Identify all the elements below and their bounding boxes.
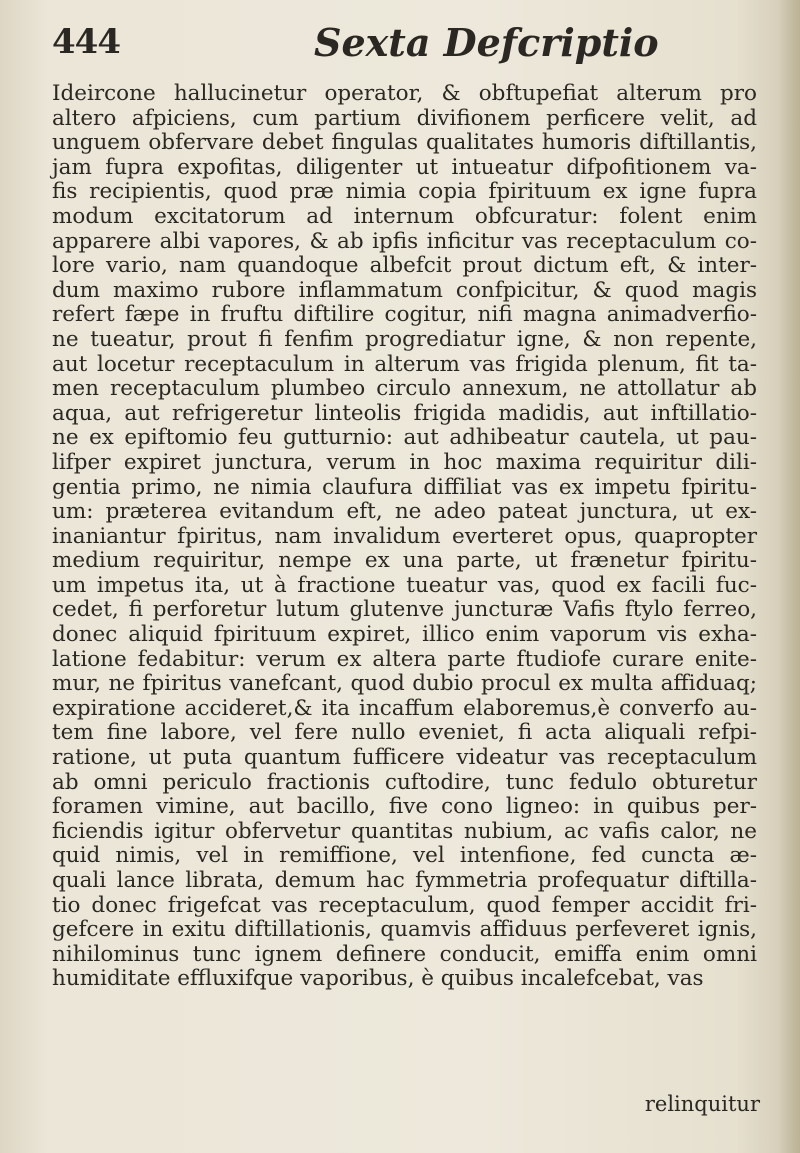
text-line: ficiendis igitur obfervetur quantitas nubium, ac vafis calor, ne [52,818,757,844]
text-line: nihilominus tunc ignem definere conducit, emiffa enim omni [52,941,757,967]
page-header [52,20,752,70]
text-line: Ideircone hallucinetur operator, & obftupefiat alterum pro [52,81,757,106]
running-head: Sexta Defcriptio [314,20,659,65]
text-line: expiratione accideret,& ita incaffum elaboremus,è converfo au- [52,695,757,721]
text-line: cedet, fi perforetur lutum glutenve juncturæ Vafis ftylo ferreo, [52,597,757,623]
text-line: medium requiritur, nempe ex una parte, ut frænetur fpiritu- [52,548,757,574]
text-line: foramen vimine, aut bacillo, five cono ligneo: in quibus per- [52,794,757,820]
body-text [52,82,757,992]
text-line: gentia primo, ne nimia claufura diffiliat vas ex impetu fpiritu- [52,474,757,500]
text-line: quid nimis, vel in remiffione, vel intenfione, fed cuncta æ- [52,843,757,869]
text-line: tio donec frigefcat vas receptaculum, quod femper accidit fri- [52,892,757,918]
text-line: fis recipientis, quod præ nimia copia fpirituum ex igne fupra [52,179,757,205]
text-line: um impetus ita, ut à fractione tueatur vas, quod ex facili fuc- [52,572,757,598]
text-line: tem fine labore, vel fere nullo eveniet, fi acta aliquali refpi- [52,720,757,746]
text-line: aqua, aut refrigeretur linteolis frigida madidis, aut inftillatio- [52,400,757,426]
text-line: mur, ne fpiritus vanefcant, quod dubio procul ex multa affiduaq; [52,671,757,697]
catchword: relinquitur [644,1092,760,1116]
text-line: lore vario, nam quandoque albefcit prout dictum eft, & inter- [52,253,757,279]
page-number: 444 [52,22,120,62]
text-line: apparere albi vapores, & ab ipfis inficitur vas receptaculum co- [52,228,757,254]
text-line: refert fæpe in fruftu diftilire cogitur, nifi magna animadverfio- [52,302,757,328]
text-line: jam fupra expofitas, diligenter ut intueatur difpofitionem va- [52,154,757,180]
text-line: ratione, ut puta quantum fufficere videatur vas receptaculum [52,745,757,771]
text-line: um: præterea evitandum eft, ne adeo pateat junctura, ut ex- [52,499,757,525]
text-line: donec aliquid fpirituum expiret, illico enim vaporum vis exha- [52,622,757,648]
text-line: modum excitatorum ad internum obfcuratur: folent enim [52,203,757,229]
page-edge-shadow [778,0,800,1153]
text-line: unguem obfervare debet fingulas qualitates humoris diftillantis, [52,130,757,156]
text-line: ab omni periculo fractionis cuftodire, tunc fedulo obturetur [52,769,757,795]
text-line: aut locetur receptaculum in alterum vas frigida plenum, fit ta- [52,351,757,377]
text-line: men receptaculum plumbeo circulo annexum, ne attollatur ab [52,376,757,402]
text-line: ne ex epiftomio feu gutturnio: aut adhibeatur cautela, ut pau- [52,425,757,451]
text-line: lifper expiret junctura, verum in hoc maxima requiritur dili- [52,449,757,475]
text-line: gefcere in exitu diftillationis, quamvis affiduus perfeveret ignis, [52,917,757,943]
text-line: ne tueatur, prout fi fenfim progrediatur igne, & non repente, [52,326,757,352]
text-line: inaniantur fpiritus, nam invalidum everteret opus, quapropter [52,523,757,549]
text-line: altero afpiciens, cum partium divifionem perficere velit, ad [52,105,757,131]
text-line: quali lance librata, demum hac fymmetria profequatur diftilla- [52,868,757,893]
text-line: humiditate effluxifque vaporibus, è quibus incalefcebat, vas [52,966,704,992]
text-line: latione fedabitur: verum ex altera parte ftudiofe curare enite- [52,646,757,672]
text-line: dum maximo rubore inflammatum confpicitur, & quod magis [52,277,757,303]
